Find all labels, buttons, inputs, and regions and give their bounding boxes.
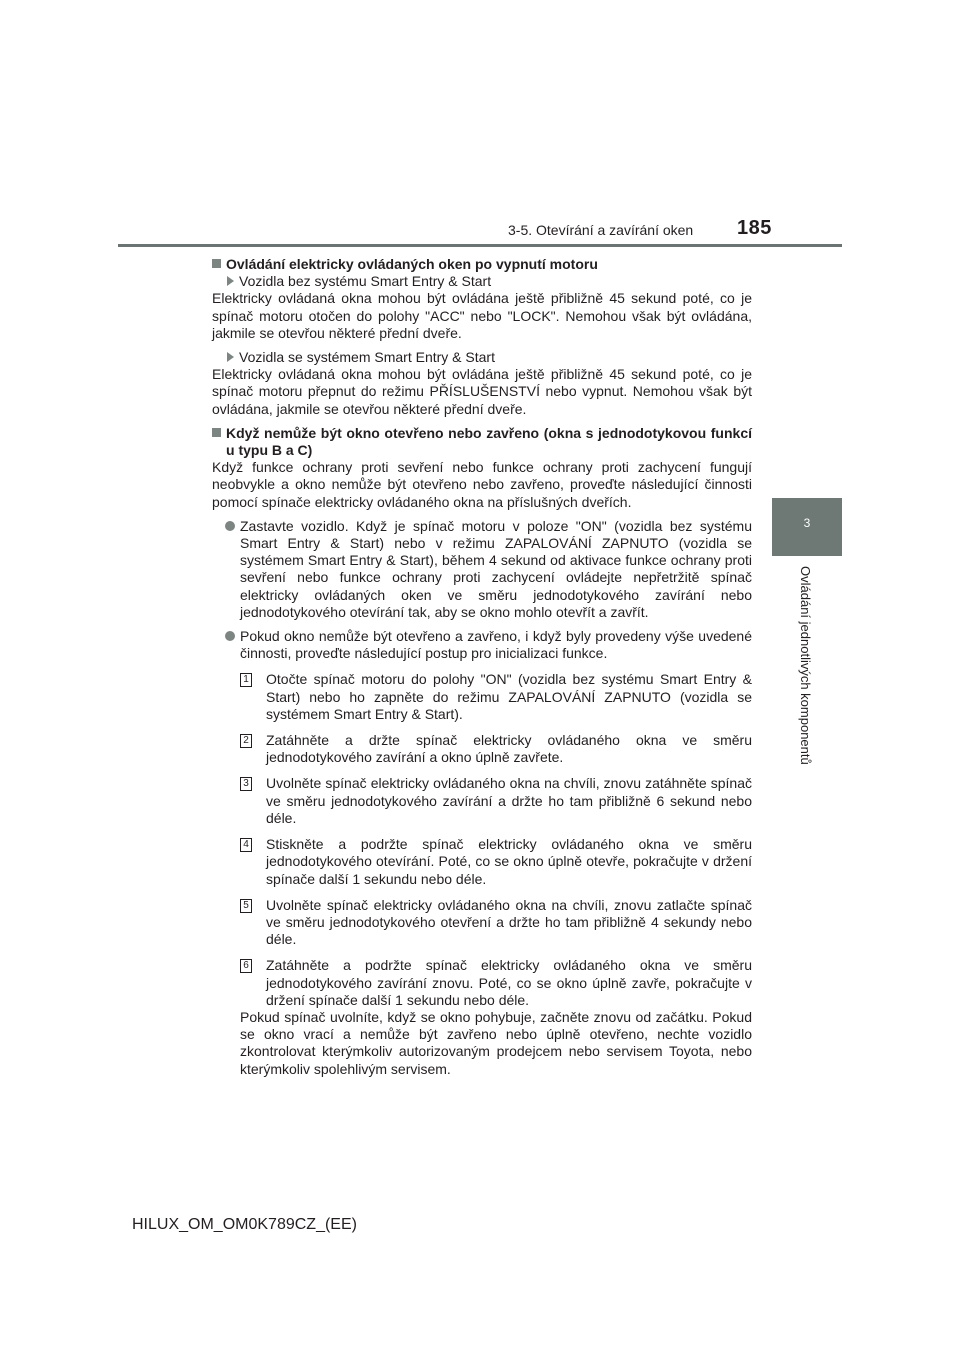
circle-bullet-icon: [225, 521, 235, 531]
paragraph: Elektricky ovládaná okna mohou být ovládána ještě přibližně 45 sekund poté, co je spínač motoru přepnut do režimu PŘÍSLUŠENSTVÍ nebo vypnut. Nemohou však být ovládána, jakmile se otevřou některé přední dveře.: [212, 366, 752, 417]
step-item: [240, 732, 752, 766]
square-bullet-icon: [212, 259, 221, 268]
list-item-text: Pokud okno nemůže být otevřeno a zavřeno, i když byly provedeny výše uvedené činnosti, proveďte následující postup pro inicializaci funkce.: [240, 628, 752, 662]
step-item: [240, 671, 752, 723]
closing-note: Pokud spínač uvolníte, když se okno pohybuje, začněte znovu od začátku. Pokud se okno vrací a nemůže být zavřeno nebo úplně otevřeno, nechte vozidlo zkontrolovat kterýmkoliv autorizovaným prodejcem nebo servisem Toyota, nebo kterýmkoliv spolehlivým servisem.: [240, 1008, 752, 1077]
document-code: HILUX_OM_OM0K789CZ_(EE): [132, 1216, 357, 1233]
section-heading: [212, 256, 752, 273]
list-item-text: Zastavte vozidlo. Když je spínač motoru v poloze "ON" (vozidla bez systému Smart Entry & Start) nebo v režimu ZAPALOVÁNÍ ZAPNUTO (vozidla se systémem Smart Entry & Start), během 4 sekund od aktivace funkce ochrany proti sevření nebo funkce ochrany proti zachycení ovládejte nepřetržitě spínač elektricky ovládaných oken ve směru jednodotykového zavírání nebo jednodotykového otevírání tak, aby se okno mohlo otevřít a zavřít.: [240, 517, 752, 620]
chapter-tab: [772, 498, 842, 556]
chapter-label: Ovládání jednotlivých komponentů: [798, 566, 813, 765]
header-section-title: 3-5. Otevírání a zavírání oken: [508, 222, 694, 238]
step-item: [240, 957, 752, 1009]
step-item: [240, 836, 752, 888]
paragraph: Elektricky ovládaná okna mohou být ovládána ještě přibližně 45 sekund poté, co je spínač motoru otočen do polohy "ACC" nebo "LOCK". Nemohou však být ovládána, jakmile se otevřou některé přední dveře.: [212, 290, 752, 341]
section-heading: [212, 425, 752, 459]
circle-bullet-icon: [225, 631, 235, 641]
step-text: Zatáhněte a podržte spínač elektricky ovládaného okna ve směru jednodotykového zavírání znovu. Poté, co se okno úplně zavře, pokračujte v držení spínače další 1 sekundu nebo déle.: [266, 957, 752, 1008]
step-number: 6: [240, 959, 252, 973]
subsection-heading: [225, 273, 752, 290]
list-item: [225, 518, 752, 621]
section-title: Když nemůže být okno otevřeno nebo zavřeno (okna s jednodotykovou funkcí u typu B a C): [226, 424, 752, 459]
step-text: Otočte spínač motoru do polohy "ON" (vozidla bez systému Smart Entry & Start) nebo ho zapněte do režimu ZAPALOVÁNÍ ZAPNUTO (vozidla se systémem Smart Entry & Start).: [266, 671, 752, 722]
step-text: Uvolněte spínač elektricky ovládaného okna na chvíli, znovu zatáhněte spínač ve směru jednodotykového zavírání a držte ho tam přibližně 6 sekund nebo déle.: [266, 775, 752, 826]
subsection-title: Vozidla bez systému Smart Entry & Start: [239, 273, 492, 290]
step-text: Zatáhněte a držte spínač elektricky ovládaného okna ve směru jednodotykového zavírání a okno úplně zavřete.: [266, 732, 752, 766]
step-item: [240, 775, 752, 827]
square-bullet-icon: [212, 428, 221, 437]
triangle-bullet-icon: [227, 276, 234, 286]
step-item: [240, 897, 752, 949]
list-item: [225, 628, 752, 662]
chapter-number: 3: [803, 516, 811, 530]
step-text: Uvolněte spínač elektricky ovládaného okna na chvíli, znovu zatlačte spínač ve směru jednodotykového otevření a držte ho tam přibližně 4 sekundy nebo déle.: [266, 896, 752, 948]
paragraph: Když funkce ochrany proti sevření nebo funkce ochrany proti zachycení fungují neobvykle a okno nemůže být otevřeno nebo zavřeno, proveďte následující činnosti pomocí spínače elektricky ovládaného okna na příslušných dveřích.: [212, 459, 752, 510]
step-number: 5: [240, 899, 252, 913]
step-number: 2: [240, 734, 252, 748]
step-number: 4: [240, 838, 252, 852]
subsection-heading: [225, 349, 752, 366]
section-title: Ovládání elektricky ovládaných oken po vypnutí motoru: [226, 256, 598, 272]
step-number: 1: [240, 673, 252, 687]
step-text: Stiskněte a podržte spínač elektricky ovládaného okna ve směru jednodotykového otevírání. Poté, co se okno úplně otevře, pokračujte v držení spínače další 1 sekundu nebo déle.: [266, 836, 752, 887]
step-number: 3: [240, 777, 252, 791]
page-content: [212, 256, 752, 1078]
page-number: 185: [737, 217, 772, 239]
subsection-title: Vozidla se systémem Smart Entry & Start: [239, 349, 495, 366]
header-divider: [118, 244, 842, 247]
triangle-bullet-icon: [227, 352, 234, 362]
